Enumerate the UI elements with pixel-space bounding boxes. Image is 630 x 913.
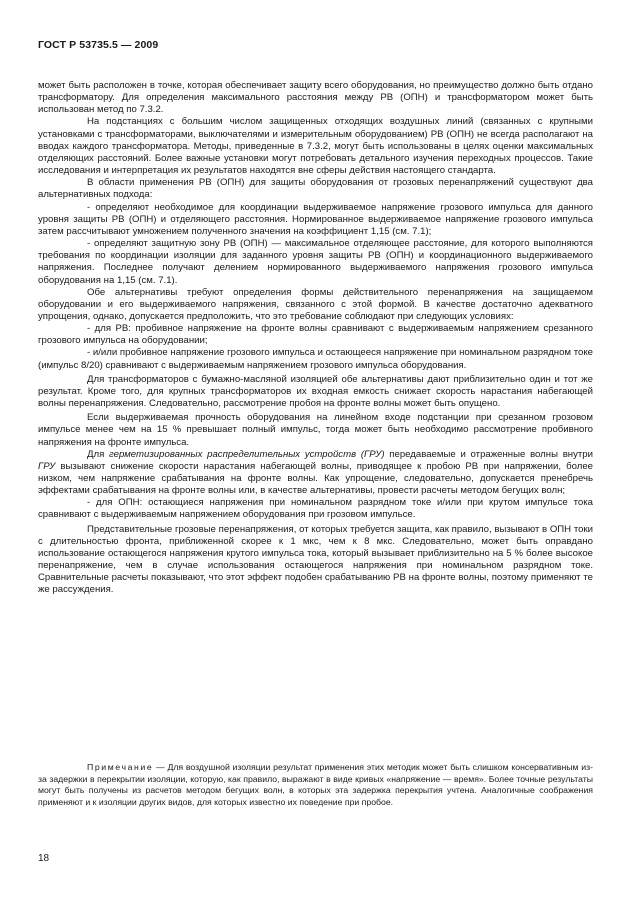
text-run: вызывают снижение скорости нарастания набегающей волны, приводящее к пробою РВ при напряжении, более низком, чем напряжение срабатывания на фронте волны. Как упрощение, следовательно, допускается пренебречь эффектами срабатывания на фронте волны или, в качестве альтернативы, провести расчеты методом бегущих волн; (38, 460, 593, 497)
note-text: — Для воздушной изоляции результат применения этих методик может быть слишком консервативным из-за задержки в перекрытии изоляции, которую, как правило, выражают в виде кривых «напряжение — время». Более точные результаты могут быть получены из расчетов методом бегущих волн, в которых эта задержка перекрытия учтена. Аналогичные соображения применяют и к изоляции других видов, для которых известно их поведение при пробое. (38, 762, 593, 807)
paragraph: Представительные грозовые перенапряжения, от которых требуется защита, как правило, вызывают в ОПН токи с длительностью фронта, приближенной скорее к 1 мкс, чем к 8 мкс. Следовательно, может быть оправдано использование остающегося напряжения крутого импульса тока, который вызывает приблизительно на 5 % более высокое перенапряжение, чем в случае использования остающегося напряжения при номинальном разрядном токе. Сравнительные расчеты показывают, что этот эффект подобен срабатыванию РВ на фронте волны, поэтому применяют те же рассуждения. (38, 523, 593, 596)
note-paragraph (38, 762, 593, 808)
note-block (38, 762, 593, 808)
paragraph-gru (38, 449, 593, 498)
paragraph: может быть расположен в точке, которая обеспечивает защиту всего оборудования, но преимущество должно быть отдано трансформатору. Для определения максимального расстояния между РВ (ОПН) и трансформатором может быть использован метод по 7.3.2. (38, 80, 593, 116)
body-text (38, 80, 593, 597)
text-run: передаваемые и отраженные волны внутри (384, 448, 593, 460)
paragraph: На подстанциях с большим числом защищенных отходящих воздушных линий (связанных с крупными установками с трансформаторами, выключателями и измерительным оборудованием) РВ (ОПН) не всегда располагают на вводах каждого трансформатора. Методы, приведенные в 7.3.2, могут быть использованы в целях оценки максимальных отделяющих расстояний. Более важные установки могут потребовать детального изучения переходных процессов. Такие исследования и интерпретация их результатов находятся вне сферы действия настоящего стандарта. (38, 116, 593, 177)
standard-header: ГОСТ Р 53735.5 — 2009 (38, 39, 159, 51)
paragraph: Обе альтернативы требуют определения формы действительного перенапряжения на защищаемом оборудовании и его выдерживаемого напряжения, связанного с этой формой. В качестве достаточно адекватного упрощения, однако, допускается предположить, что это требование соблюдают при следующих условиях: (38, 286, 593, 322)
list-item: - определяют защитную зону РВ (ОПН) — максимальное отделяющее расстояние, для которого выполняются требования по координации изоляции для заданного уровня защиты РВ (ОПН) и координационного выдерживаемого напряжения. Последнее получают делением нормированного выдерживаемого напряжения грозового импульса оборудования на 1,15 (см. 7.1). (38, 238, 593, 286)
list-item: - и/или пробивное напряжение грозового импульса и остающееся напряжение при номинальном разрядном токе (импульс 8/20) сравнивают с выдерживаемым напряжением грозового импульса оборудования. (38, 347, 593, 371)
list-item: - для ОПН: остающиеся напряжения при номинальном разрядном токе и/или при крутом импульсе тока сравнивают с выдерживаемым напряжением оборудования при грозовом импульсе. (38, 497, 593, 521)
paragraph: Для трансформаторов с бумажно-масляной изоляцией обе альтернативы дают приблизительно один и тот же результат. Кроме того, для крупных трансформаторов их входная емкость снижает скорость нарастания набегающей волны перенапряжения. Следовательно, рассмотрение пробоя на фронте волны может быть опущено. (38, 373, 593, 410)
text-run: Для (87, 448, 110, 460)
list-item: - определяют необходимое для координации выдерживаемое напряжение грозового импульса для данного уровня защиты РВ (ОПН) и отделяющего расстояния. Нормированное выдерживаемое напряжение грозового импульса затем рассчитывают умножением полученного значения на коэффициент 1,15 (см. 7.1); (38, 201, 593, 237)
list-item: - для РВ: пробивное напряжение на фронте волны сравнивают с выдерживаемым напряжением срезанного грозового импульса на оборудовании; (38, 323, 593, 347)
page-number: 18 (38, 853, 50, 864)
italic-term: герметизированных распределительных устройств (ГРУ) (109, 448, 385, 460)
paragraph: В области применения РВ (ОПН) для защиты оборудования от грозовых перенапряжений существуют два альтернативных подхода: (38, 177, 593, 201)
note-label: Примечание (87, 762, 154, 772)
paragraph: Если выдерживаемая прочность оборудования на линейном входе подстанции при срезанном грозовом импульсе менее чем на 15 % превышает полный импульс, тогда может быть необходимо рассмотрение пробивного напряжения на фронте импульса. (38, 412, 593, 448)
italic-term: ГРУ (38, 460, 56, 472)
